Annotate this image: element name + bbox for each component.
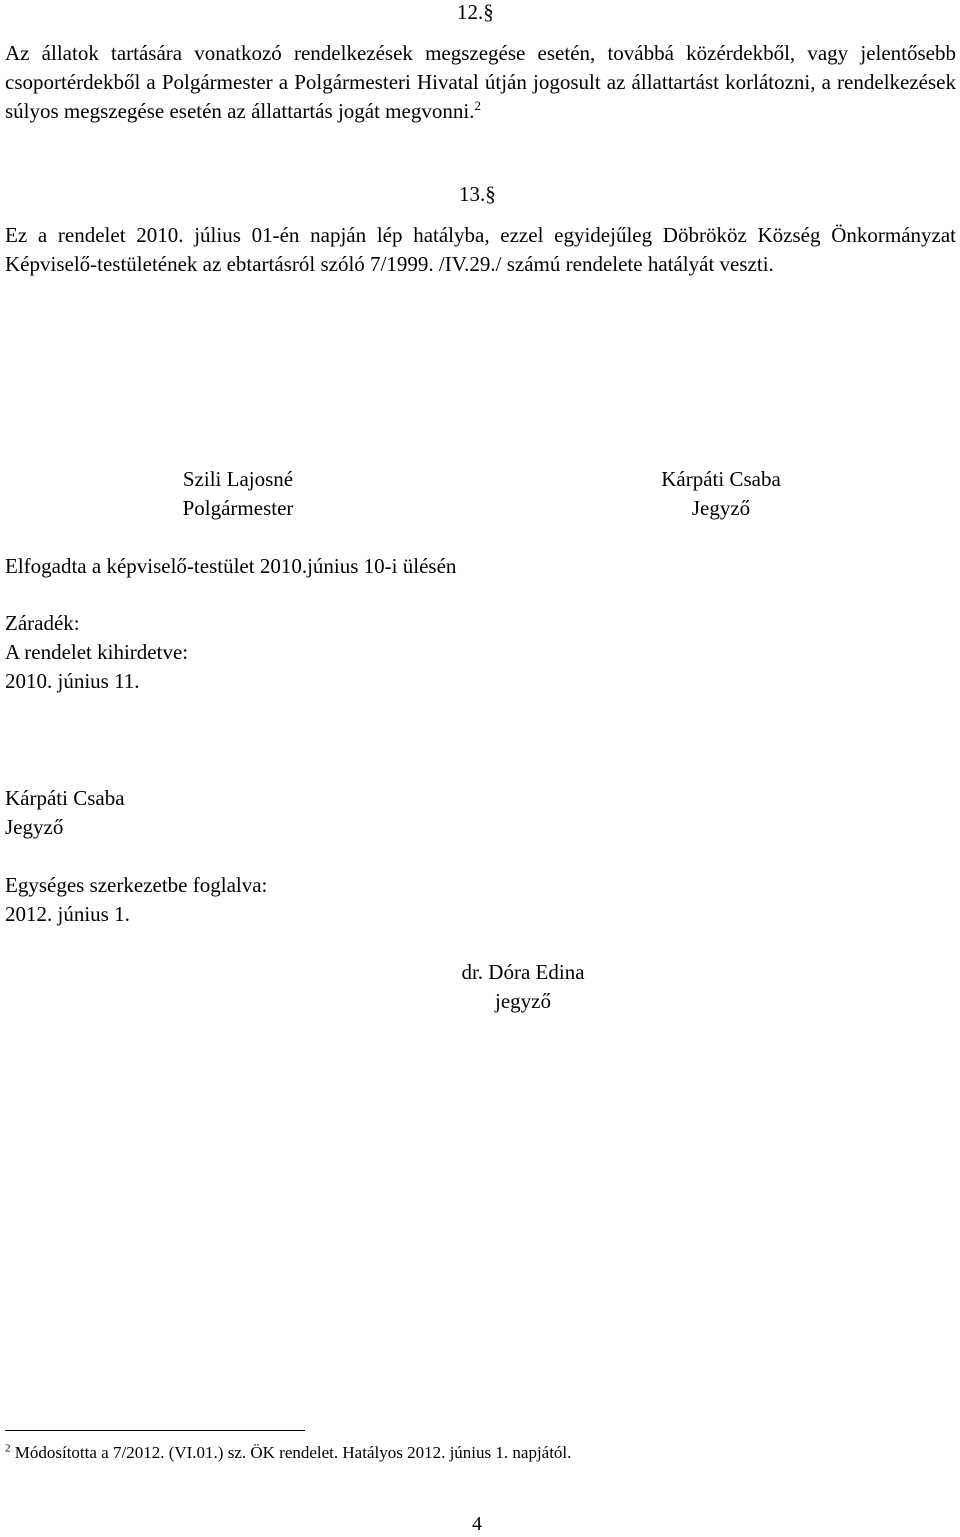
footnote-text: Módosította a 7/2012. (VI.01.) sz. ÖK rendelet. Hatályos 2012. június 1. napjától. xyxy=(14,1443,572,1462)
mayor-name: Szili Lajosné xyxy=(182,467,294,491)
section-13-paragraph: Ez a rendelet 2010. július 01-én napján lép hatályba, ezzel egyidejűleg Döbrököz Község Önkormányzat Képviselő-testületének az ebtartásról szóló 7/1999. /IV.29./ számú rendelete hatályát veszti. xyxy=(5,223,956,276)
footnote xyxy=(5,1443,571,1463)
clause-label: Záradék: xyxy=(5,611,80,635)
notary-block xyxy=(5,784,125,842)
mayor-title: Polgármester xyxy=(182,496,294,520)
footnote-number: 2 xyxy=(5,1442,11,1455)
page-number: 4 xyxy=(472,1513,482,1535)
final-signature-title: jegyző xyxy=(495,989,551,1013)
section-12-text: Az állatok tartására vonatkozó rendelkezések megszegése esetén, továbbá közérdekből, vagy jelentősebb csoportérdekből a Polgármester a Polgármesteri Hivatal útján jogosult az állattartást korlátozni, a rendelkezések súlyos megszegése esetén az állattartás jogát megvonni. xyxy=(5,41,956,123)
notary-block-title: Jegyző xyxy=(5,815,64,839)
footnote-reference[interactable]: 2 xyxy=(474,98,481,113)
notary-block-name: Kárpáti Csaba xyxy=(5,786,125,810)
consolidation-label: Egységes szerkezetbe foglalva: xyxy=(5,873,268,897)
notary-title: Jegyző xyxy=(691,496,751,520)
clause-block xyxy=(5,609,188,696)
final-signature-name: dr. Dóra Edina xyxy=(461,960,585,984)
mayor-signature-block xyxy=(88,465,388,523)
adoption-note: Elfogadta a képviselő-testület 2010.június 10-i ülésén xyxy=(5,554,457,578)
consolidation-date: 2012. június 1. xyxy=(5,902,130,926)
consolidation-block xyxy=(5,871,267,929)
section-13-heading: 13.§ xyxy=(459,182,496,206)
clause-date: 2010. június 11. xyxy=(5,669,140,693)
footnote-divider xyxy=(5,1430,305,1431)
notary-signature-block xyxy=(571,465,871,523)
section-12-paragraph xyxy=(5,39,956,126)
clause-line: A rendelet kihirdetve: xyxy=(5,640,189,664)
final-signature-block xyxy=(373,958,673,1016)
section-12-heading: 12.§ xyxy=(457,0,494,24)
notary-name: Kárpáti Csaba xyxy=(661,467,781,491)
